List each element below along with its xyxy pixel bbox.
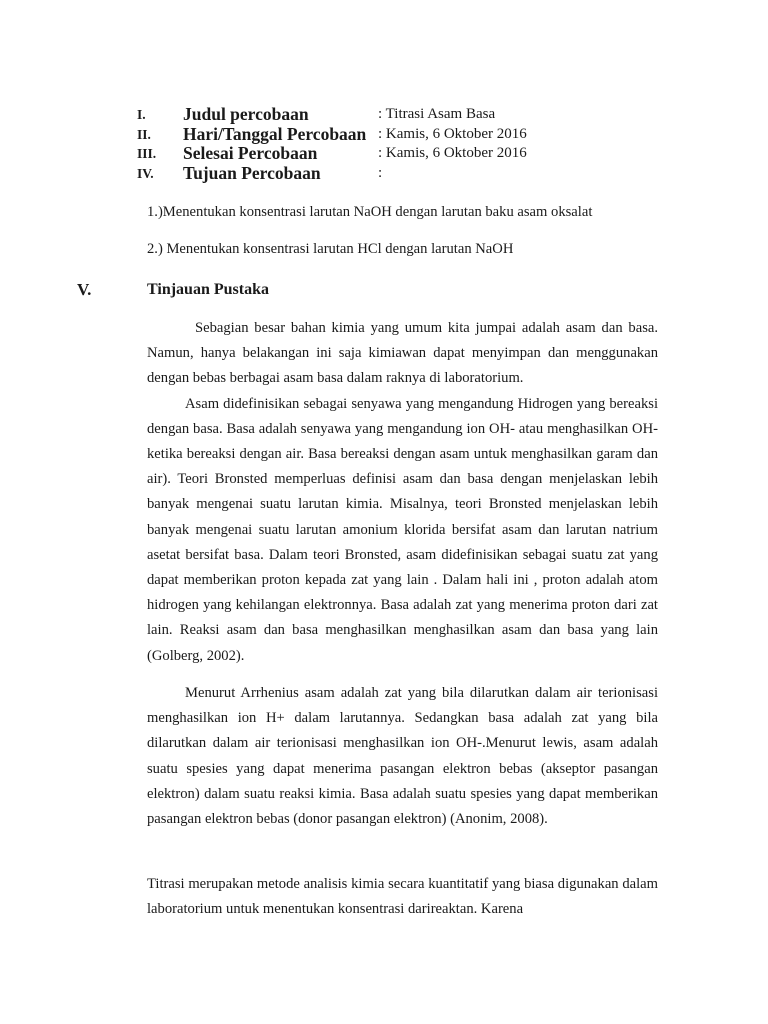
paragraph: Menurut Arrhenius asam adalah zat yang bila dilarutkan dalam air terionisasi menghasilkan ion H+ dalam larutannya. Sedangkan basa adalah zat yang bila dilarutkan dalam air terionisasi menghasilkan ion OH-.Menurut lewis, asam adalah suatu spesies yang dapat menerima pasangan elektron bebas (akseptor pasangan elektron) dalam suatu reaksi kimia. Basa adalah suatu spesies yang dapat memberikan pasangan elektron bebas (donor pasangan elektron) (Anonim, 2008).	[147, 685, 658, 828]
body-text-middle	[147, 681, 658, 832]
section-title: Tinjauan Pustaka	[147, 281, 269, 298]
header-row-label: Judul percobaan	[183, 104, 309, 124]
header-row-label: Selesai Percobaan	[183, 143, 318, 163]
body-text-upper	[147, 316, 658, 669]
paragraph: Titrasi merupakan metode analisis kimia secara kuantitatif yang biasa digunakan dalam laboratorium untuk menentukan konsentrasi darireaktan. Karena	[147, 876, 658, 918]
header-row-label: Tujuan Percobaan	[183, 163, 321, 183]
header-row-value: : Titrasi Asam Basa	[378, 106, 496, 122]
header-row-objective	[0, 164, 768, 184]
header-row-title	[0, 105, 768, 125]
objective-item: 2.) Menentukan konsentrasi larutan HCl dengan larutan NaOH	[147, 241, 514, 257]
header-row-finished	[0, 144, 768, 164]
header-row-value: : Kamis, 6 Oktober 2016	[378, 126, 527, 142]
objective-item: 1.)Menentukan konsentrasi larutan NaOH dengan larutan baku asam oksalat	[147, 204, 593, 220]
paragraph: Asam didefinisikan sebagai senyawa yang mengandung Hidrogen yang bereaksi dengan basa. Basa adalah senyawa yang mengandung ion OH- atau menghasilkan OH-ketika bereaksi dengan air. Basa bereaksi dengan asam untuk menghasilkan garam dan air). Teori Bronsted memperluas definisi asam dan basa dengan menjelaskan lebih banyak mengenai suatu larutan kimia. Misalnya, teori Bronsted menjelaskan lebih banyak mengenai suatu larutan amonium klorida bersifat asam dan larutan natrium asetat bersifat basa. Dalam teori Bronsted, asam didefinisikan sebagai suatu zat yang dapat memberikan proton kepada zat yang lain . Dalam hali ini , proton adalah atom hidrogen yang kehilangan elektronnya. Basa adalah zat yang menerima proton dari zat lain. Reaksi asam dan basa menghasilkan menghasilkan asam dan basa yang lain (Golberg, 2002).	[147, 395, 658, 664]
header-row-number: II.	[137, 127, 151, 142]
header-row-value: : Kamis, 6 Oktober 2016	[378, 145, 527, 161]
header-row-number: I.	[137, 107, 146, 122]
header-row-label: Hari/Tanggal Percobaan	[183, 124, 367, 144]
header-row-number: IV.	[137, 166, 154, 181]
header-row-value: :	[378, 165, 383, 181]
paragraph: Sebagian besar bahan kimia yang umum kita jumpai adalah asam dan basa. Namun, hanya belakangan ini saja kimiawan dapat menyimpan dan menggunakan dengan bebas berbagai asam basa dalam raknya di laboratorium.	[147, 320, 658, 387]
header-row-number: III.	[137, 146, 157, 161]
header-row-date	[0, 125, 768, 145]
section-number: V.	[77, 280, 92, 299]
body-text-lower	[147, 872, 658, 922]
